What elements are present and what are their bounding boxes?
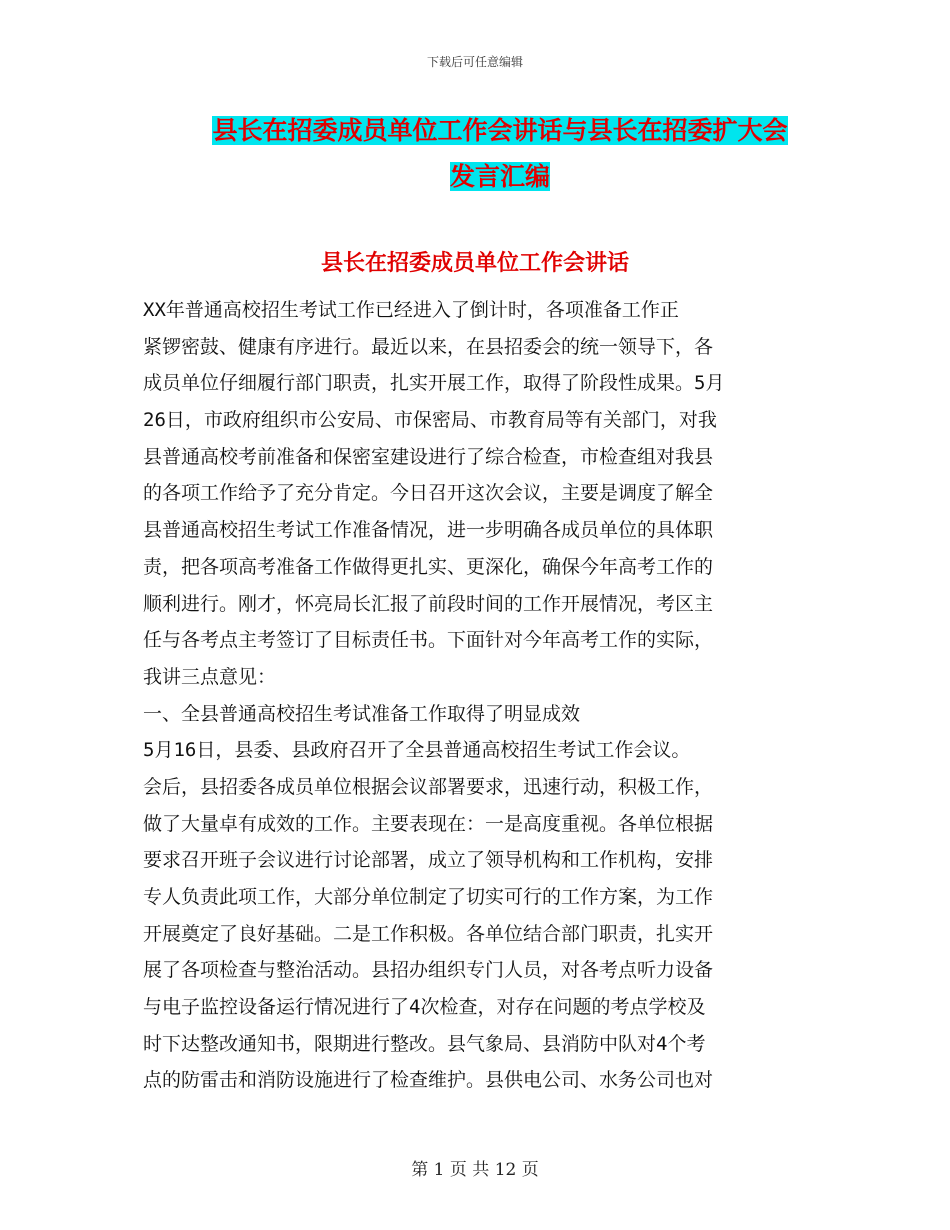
body-line: 开展奠定了良好基础。二是工作积极。各单位结合部门职责，扎实开: [143, 922, 714, 945]
body-line: 的各项工作给予了充分肯定。今日召开这次会议，主要是调度了解全: [143, 482, 714, 505]
body-line: 县普通高校招生考试工作准备情况，进一步明确各成员单位的具体职: [143, 519, 714, 542]
body-line: 我讲三点意见：: [143, 665, 277, 688]
body-line: 责，把各项高考准备工作做得更扎实、更深化，确保今年高考工作的: [143, 555, 714, 578]
body-line: 专人负责此项工作，大部分单位制定了切实可行的工作方案，为工作: [143, 886, 714, 908]
document-title-line-2: 发言汇编: [449, 162, 550, 191]
body-line: 与电子监控设备运行情况进行了4次检查，对存在问题的考点学校及: [143, 996, 706, 1019]
body-line: 点的防雷击和消防设施进行了检查维护。县供电公司、水务公司也对: [143, 1069, 714, 1092]
page-header: 下载后可任意编辑: [426, 55, 523, 69]
page-footer: 第 1 页 共 12 页: [411, 1160, 539, 1180]
body-line: 会后，县招委各成员单位根据会议部署要求，迅速行动，积极工作，: [143, 775, 714, 798]
body-line: XX年普通高校招生考试工作已经进入了倒计时，各项准备工作正: [143, 299, 679, 321]
body-line: 一、全县普通高校招生考试准备工作取得了明显成效: [143, 702, 581, 725]
body-line: 时下达整改通知书，限期进行整改。县气象局、县消防中队对4个考: [143, 1032, 706, 1055]
body-line: 任与各考点主考签订了目标责任书。下面针对今年高考工作的实际，: [143, 629, 714, 652]
body-line: 要求召开班子会议进行讨论部署，成立了领导机构和工作机构，安排: [143, 849, 714, 872]
body-line: 紧锣密鼓、健康有序进行。最近以来，在县招委会的统一领导下，各: [143, 335, 714, 358]
document-title: [140, 108, 860, 200]
body-line: 县普通高校考前准备和保密室建设进行了综合检查，市检查组对我县: [143, 445, 714, 468]
body-line: 成员单位仔细履行部门职责，扎实开展工作，取得了阶段性成果。5月: [143, 372, 725, 395]
body-line: 5月16日，县委、县政府召开了全县普通高校招生考试工作会议。: [143, 739, 691, 762]
body-line: 做了大量卓有成效的工作。主要表现在：一是高度重视。各单位根据: [143, 812, 714, 835]
body-line: 展了各项检查与整治活动。县招办组织专门人员，对各考点听力设备: [143, 959, 714, 982]
body-text: [143, 292, 813, 1099]
body-line: 顺利进行。刚才，怀亮局长汇报了前段时间的工作开展情况，考区主: [143, 592, 714, 615]
body-line: 26日，市政府组织市公安局、市保密局、市教育局等有关部门，对我: [143, 409, 717, 432]
document-title-line-1: 县长在招委成员单位工作会讲话与县长在招委扩大会: [212, 116, 788, 145]
section-title: 县长在招委成员单位工作会讲话: [320, 250, 629, 276]
